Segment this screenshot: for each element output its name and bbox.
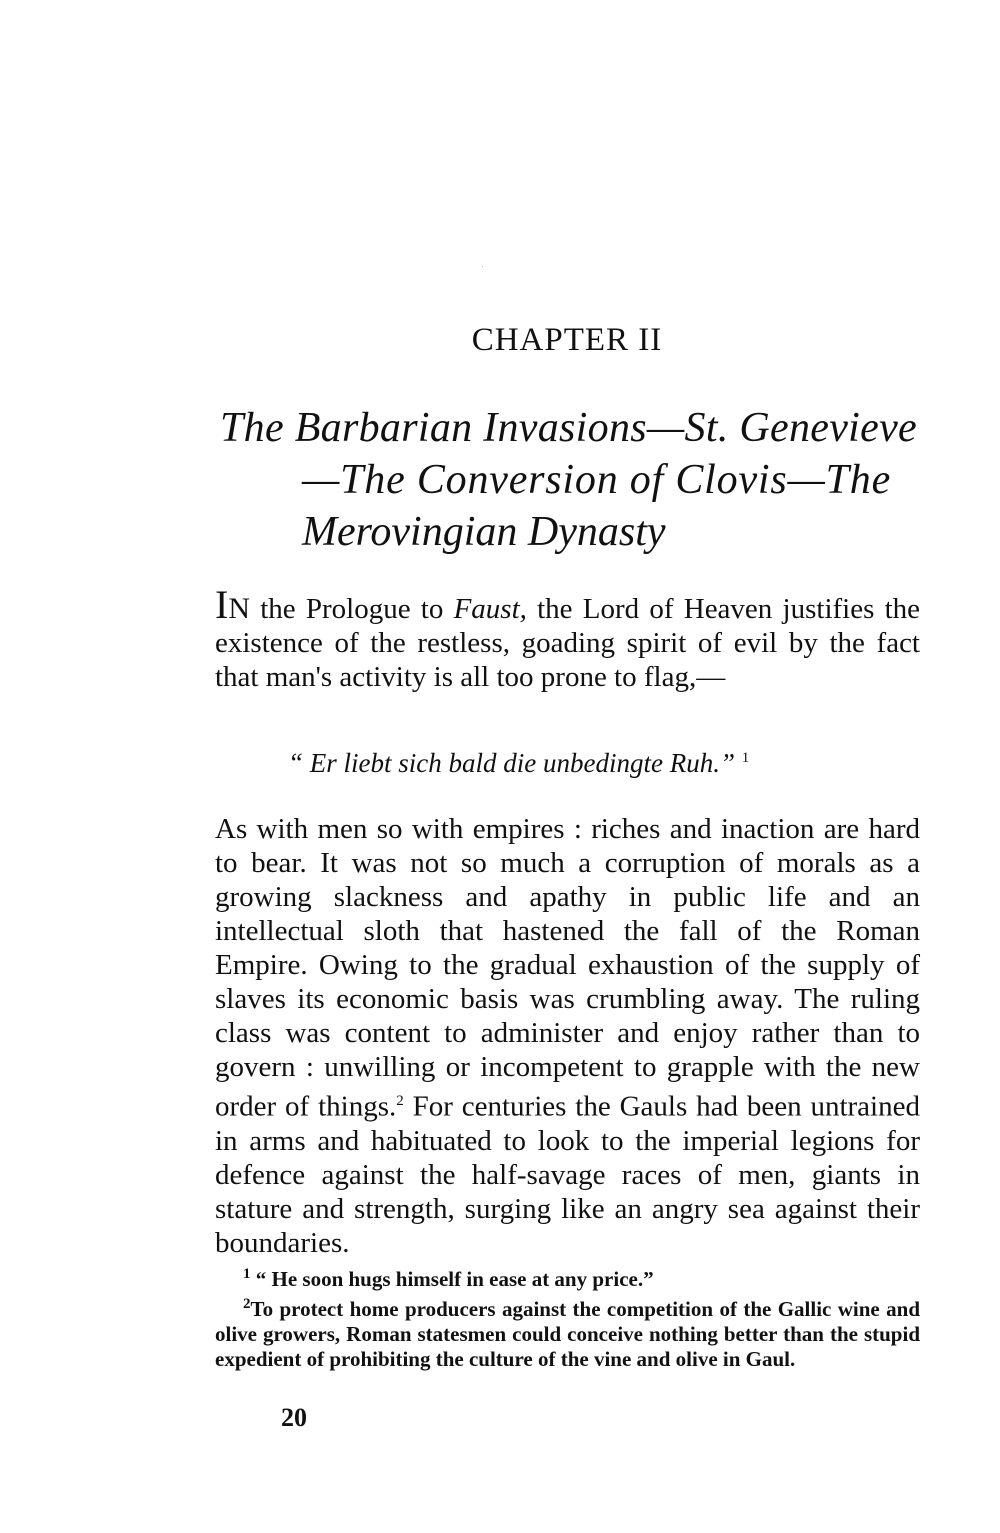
footnote-text: To protect home producers against the competition of the Gallic wine and olive growers, Roman statesmen could conceive nothing better than the stupid expedient of prohibiting the culture of the vine and olive in Gaul. [215, 1297, 920, 1371]
drop-cap: I [215, 582, 229, 627]
page-number: 20 [281, 1403, 307, 1432]
quote-text: “ Er liebt sich bald die unbedingte Ruh.” [288, 748, 735, 778]
opening-paragraph [215, 582, 921, 694]
chapter-title-line: Merovingian Dynasty [302, 509, 666, 555]
drop-cap-continuation: N [228, 592, 250, 625]
paragraph-text: For centuries the Gauls had been untrained in arms and habituated to look to the imperial legions for defence against the half-savage races of men, giants in stature and strength, surging like an angry sea against their boundaries. [215, 1090, 920, 1259]
footnotes [215, 1262, 920, 1372]
chapter-title-line: The Barbarian Invasions—St. Genevieve [220, 405, 917, 451]
chapter-title [220, 402, 920, 558]
paragraph-text: justifies the existence of the restless, goading spirit of evil by the fact that man's activity is all too prone to flag,— [215, 593, 921, 693]
print-speck [482, 266, 483, 267]
chapter-heading: CHAPTER II [471, 322, 663, 358]
paragraph-text: the Prologue to [250, 593, 454, 625]
footnote-text: “ He soon hugs himself in ease at any price.” [255, 1267, 654, 1291]
footnote-mark: 1 [741, 750, 750, 766]
paragraph-text: the Lord of Heaven [526, 593, 773, 625]
main-paragraph [215, 812, 920, 1260]
faust-title: Faust, [453, 593, 527, 625]
goethe-quote [288, 748, 749, 779]
footnote-1 [215, 1262, 920, 1292]
paragraph-text: As with men so with empires : riches and inaction are hard to bear. It was not so much a corruption of morals as a growing slackness and apathy in public life and an intellectual sloth that hastened the fall of the Roman Empire. Owing to the gradual exhaustion of the supply of slaves its economic basis was crumbling away. The ruling class was content to administer and enjoy rather than to govern : unwilling or incompetent to grapple with the new order of things. [215, 813, 920, 1123]
footnote-mark: 1 [243, 1266, 251, 1282]
footnote-mark: 2 [243, 1296, 251, 1312]
chapter-title-line: —The Conversion of Clovis—The [302, 457, 892, 503]
footnote-2 [215, 1292, 920, 1372]
footnote-mark: 2 [396, 1093, 404, 1109]
